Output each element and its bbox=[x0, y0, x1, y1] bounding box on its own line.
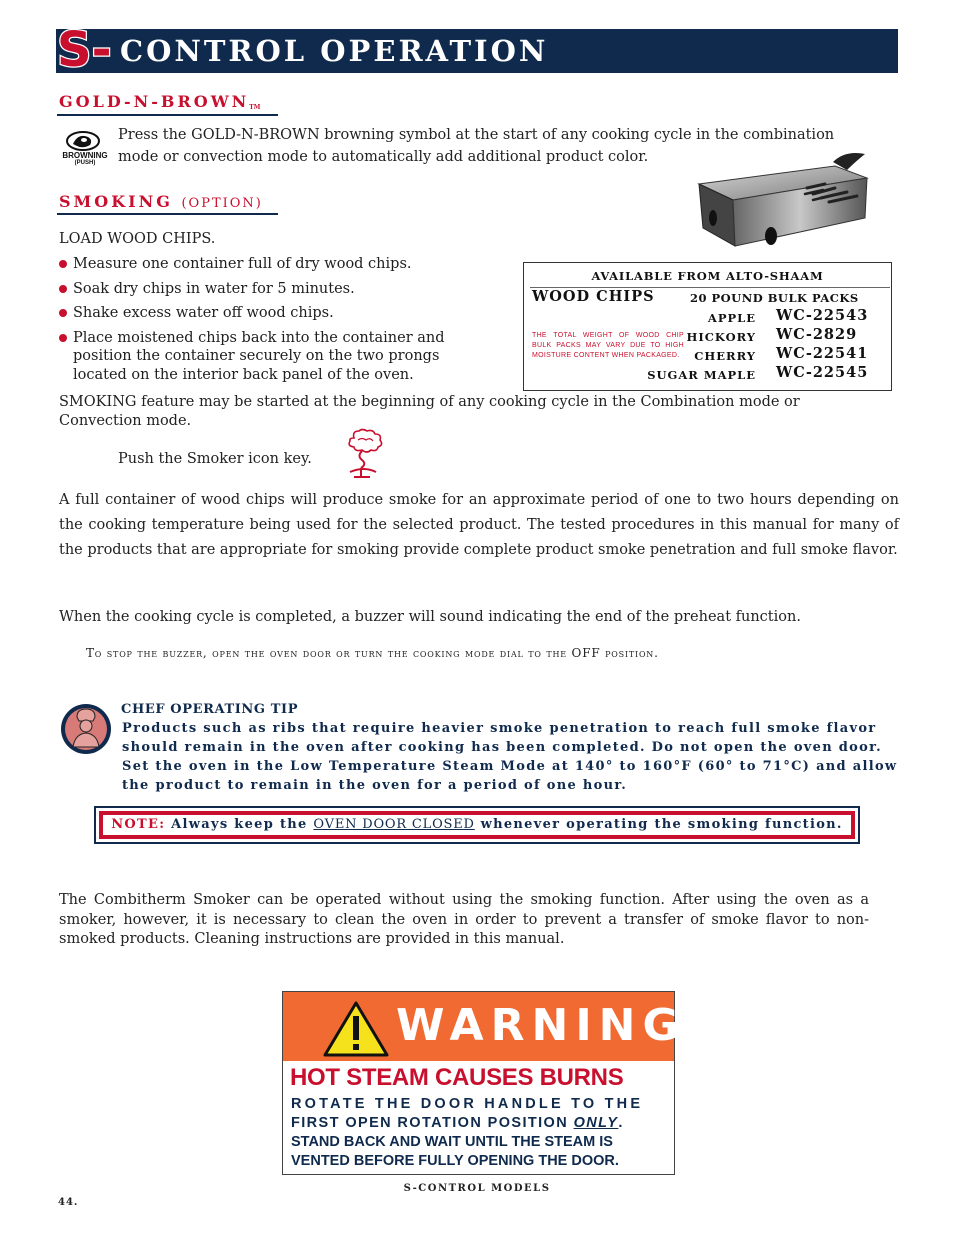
bulk-packs-label: 20 POUND BULK PACKS bbox=[690, 291, 859, 305]
wood-chips-header: AVAILABLE FROM ALTO-SHAAM bbox=[591, 269, 824, 283]
chef-tip-title: CHEF OPERATING TIP bbox=[121, 702, 299, 717]
warning-line-1: ROTATE THE DOOR HANDLE TO THE bbox=[291, 1096, 644, 1112]
wood-chips-label: WOOD CHIPS bbox=[532, 288, 655, 305]
smoking-option: (OPTION) bbox=[181, 196, 263, 211]
flavor-sugar-maple: SUGAR MAPLE bbox=[647, 368, 756, 382]
smoking-title bbox=[59, 192, 263, 214]
s-logo-icon bbox=[56, 22, 118, 78]
code-sugar-maple: WC-22545 bbox=[776, 364, 869, 381]
list-item: Measure one container full of dry wood chips. bbox=[58, 255, 468, 274]
gold-n-brown-title-text: GOLD-N-BROWN bbox=[59, 92, 250, 111]
browning-sublabel: (PUSH) bbox=[74, 160, 96, 166]
chef-icon bbox=[59, 701, 113, 757]
flavor-hickory: HICKORY bbox=[686, 330, 756, 344]
stop-buzzer-text: To stop the buzzer, open the oven door or turn the cooking mode dial to the OFF position. bbox=[86, 646, 659, 660]
wood-chip-steps-list bbox=[58, 255, 468, 390]
combitherm-text: The Combitherm Smoker can be operated without using the smoking function. After using the oven as a smoker, however, it is necessary to clean the oven in order to prevent a transfer of smoke flavor to non-smoked products. Cleaning instructions are provided in this manual. bbox=[59, 892, 869, 947]
warning-word: WARNING bbox=[396, 1000, 686, 1051]
list-item: Shake excess water off wood chips. bbox=[58, 304, 468, 323]
code-hickory: WC-2829 bbox=[776, 326, 858, 343]
page-title: CONTROL OPERATION bbox=[120, 34, 549, 68]
note-before: Always keep the bbox=[171, 817, 308, 832]
warning-headline: HOT STEAM CAUSES BURNS bbox=[290, 1064, 624, 1091]
smoking-title-text: SMOKING bbox=[59, 192, 173, 211]
warning-line-3: STAND BACK AND WAIT UNTIL THE STEAM IS bbox=[291, 1134, 613, 1150]
note-label: NOTE: bbox=[111, 817, 166, 832]
warning-triangle-icon bbox=[322, 1000, 390, 1058]
note-text bbox=[99, 811, 855, 839]
smoking-feature-text: SMOKING feature may be started at the beginning of any cooking cycle in the Combination mode or Convection mode. bbox=[59, 394, 800, 429]
browning-label: BROWNING bbox=[62, 151, 108, 160]
flavor-cherry: CHERRY bbox=[694, 349, 756, 363]
chef-tip-line-2: should remain in the oven after cooking has been completed. Do not open the oven door. bbox=[122, 740, 882, 755]
list-item: Soak dry chips in water for 5 minutes. bbox=[58, 280, 468, 299]
trademark-mark: TM bbox=[249, 104, 261, 111]
warning-line-2-emphasis: ONLY bbox=[573, 1115, 619, 1131]
note-after: whenever operating the smoking function. bbox=[480, 817, 843, 832]
flavor-apple: APPLE bbox=[707, 311, 756, 325]
smoker-box-image bbox=[695, 148, 873, 248]
load-wood-chips-title: LOAD WOOD CHIPS. bbox=[59, 231, 216, 247]
note-emphasis: OVEN DOOR CLOSED bbox=[313, 817, 475, 832]
list-item: Place moistened chips back into the container and position the container securely on the two prongs located on the interior back panel of the oven. bbox=[58, 329, 468, 385]
code-apple: WC-22543 bbox=[776, 307, 869, 324]
warning-line-2-text: FIRST OPEN ROTATION POSITION bbox=[291, 1115, 569, 1131]
wood-chips-duration-text: A full container of wood chips will produce smoke for an approximate period of one to two hours depending on the cooking temperature being used for the selected product. The tested procedures in this manual for many of the products that are appropriate for smoking provide complete product smoke penetration and full smoke flavor. bbox=[59, 492, 899, 558]
code-cherry: WC-22541 bbox=[776, 345, 869, 362]
buzzer-text: When the cooking cycle is completed, a buzzer will sound indicating the end of the preheat function. bbox=[59, 609, 801, 625]
weight-note: THE TOTAL WEIGHT OF WOOD CHIP BULK PACKS MAY VARY DUE TO HIGH MOISTURE CONTENT WHEN PACKAGED. bbox=[532, 332, 684, 359]
smoker-icon bbox=[340, 428, 388, 480]
browning-icon bbox=[64, 130, 102, 152]
warning-line-4: VENTED BEFORE FULLY OPENING THE DOOR. bbox=[291, 1153, 619, 1169]
smoking-underline bbox=[57, 213, 278, 215]
gold-n-brown-underline bbox=[57, 114, 278, 116]
warning-line-2 bbox=[291, 1114, 665, 1133]
chef-tip-line-1: Products such as ribs that require heavier smoke penetration to reach full smoke flavor bbox=[122, 721, 877, 736]
page-number: 44. bbox=[58, 1197, 79, 1208]
footer-models: S-CONTROL MODELS bbox=[403, 1183, 551, 1194]
warning-line-2-period: . bbox=[618, 1115, 624, 1131]
header-prefix: S- bbox=[57, 22, 112, 78]
chef-tip-line-4: the product to remain in the oven for a period of one hour. bbox=[122, 778, 628, 793]
chef-tip-line-3: Set the oven in the Low Temperature Steam Mode at 140° to 160°F (60° to 71°C) and allow bbox=[122, 759, 898, 774]
push-smoker-text: Push the Smoker icon key. bbox=[118, 451, 312, 467]
gold-n-brown-text: Press the GOLD-N-BROWN browning symbol at the start of any cooking cycle in the combination mode or convection mode to automatically add additional product color. bbox=[118, 127, 835, 165]
